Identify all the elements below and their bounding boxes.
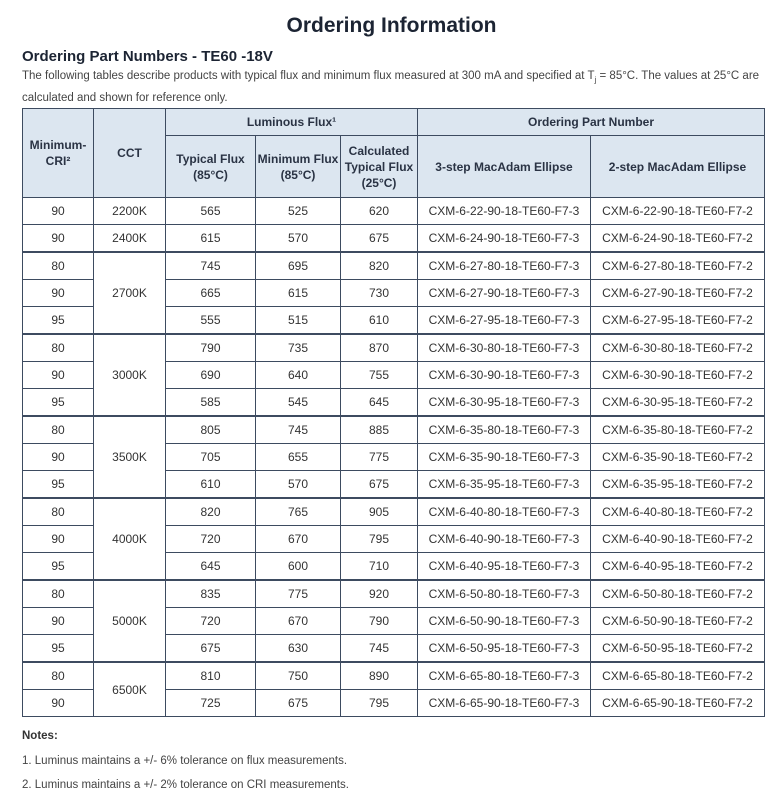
cell-cri: 90: [23, 690, 94, 717]
cell-part-3-step: CXM-6-50-80-18-TE60-F7-3: [418, 580, 591, 608]
cell-minimum-flux: 675: [256, 690, 341, 717]
header-ordering-part-number: Ordering Part Number: [418, 109, 765, 136]
cell-calculated-flux: 820: [341, 252, 418, 280]
cell-part-2-step: CXM-6-65-90-18-TE60-F7-2: [591, 690, 765, 717]
table-row: [23, 498, 765, 526]
cell-part-2-step: CXM-6-35-80-18-TE60-F7-2: [591, 416, 765, 444]
cell-part-3-step: CXM-6-30-90-18-TE60-F7-3: [418, 362, 591, 389]
cell-part-3-step: CXM-6-40-90-18-TE60-F7-3: [418, 526, 591, 553]
cell-cri: 80: [23, 252, 94, 280]
cell-part-3-step: CXM-6-27-95-18-TE60-F7-3: [418, 307, 591, 335]
table-body: [23, 198, 765, 717]
cell-cri: 80: [23, 662, 94, 690]
cell-minimum-flux: 735: [256, 334, 341, 362]
cell-typical-flux: 790: [166, 334, 256, 362]
cell-part-3-step: CXM-6-65-90-18-TE60-F7-3: [418, 690, 591, 717]
cell-calculated-flux: 745: [341, 635, 418, 663]
cell-minimum-flux: 600: [256, 553, 341, 581]
cell-cri: 90: [23, 198, 94, 225]
header-minimum-flux: Minimum Flux (85°C): [256, 136, 341, 198]
cell-calculated-flux: 795: [341, 690, 418, 717]
cell-typical-flux: 805: [166, 416, 256, 444]
cell-calculated-flux: 620: [341, 198, 418, 225]
cell-typical-flux: 745: [166, 252, 256, 280]
cell-part-2-step: CXM-6-30-90-18-TE60-F7-2: [591, 362, 765, 389]
cell-part-3-step: CXM-6-30-95-18-TE60-F7-3: [418, 389, 591, 417]
cell-cct: 2200K: [94, 198, 166, 225]
notes-title: Notes:: [22, 730, 58, 742]
cell-part-2-step: CXM-6-40-80-18-TE60-F7-2: [591, 498, 765, 526]
cell-cct: 3500K: [94, 416, 166, 498]
cell-minimum-flux: 655: [256, 444, 341, 471]
cell-minimum-flux: 615: [256, 280, 341, 307]
cell-typical-flux: 720: [166, 526, 256, 553]
cell-cri: 95: [23, 635, 94, 663]
cell-minimum-flux: 545: [256, 389, 341, 417]
cell-typical-flux: 555: [166, 307, 256, 335]
cell-calculated-flux: 710: [341, 553, 418, 581]
table-row: [23, 334, 765, 362]
cell-minimum-flux: 695: [256, 252, 341, 280]
cell-calculated-flux: 675: [341, 225, 418, 253]
description-subscript: j: [594, 75, 597, 85]
cell-part-2-step: CXM-6-27-80-18-TE60-F7-2: [591, 252, 765, 280]
ordering-table: [22, 108, 765, 717]
cell-part-2-step: CXM-6-35-90-18-TE60-F7-2: [591, 444, 765, 471]
description-text: The following tables describe products with typical flux and minimum flux measured at 300 mA and specified at T: [22, 70, 595, 82]
cell-calculated-flux: 885: [341, 416, 418, 444]
cell-minimum-flux: 640: [256, 362, 341, 389]
cell-part-2-step: CXM-6-22-90-18-TE60-F7-2: [591, 198, 765, 225]
cell-calculated-flux: 870: [341, 334, 418, 362]
cell-minimum-flux: 525: [256, 198, 341, 225]
cell-minimum-flux: 775: [256, 580, 341, 608]
cell-calculated-flux: 755: [341, 362, 418, 389]
cell-cri: 95: [23, 471, 94, 499]
cell-typical-flux: 835: [166, 580, 256, 608]
cell-minimum-flux: 745: [256, 416, 341, 444]
cell-cct: 5000K: [94, 580, 166, 662]
cell-minimum-flux: 670: [256, 526, 341, 553]
cell-minimum-flux: 515: [256, 307, 341, 335]
cell-part-3-step: CXM-6-35-80-18-TE60-F7-3: [418, 416, 591, 444]
page-title: Ordering Information: [286, 14, 497, 37]
cell-typical-flux: 565: [166, 198, 256, 225]
cell-part-3-step: CXM-6-65-80-18-TE60-F7-3: [418, 662, 591, 690]
cell-typical-flux: 675: [166, 635, 256, 663]
cell-typical-flux: 665: [166, 280, 256, 307]
cell-part-3-step: CXM-6-40-80-18-TE60-F7-3: [418, 498, 591, 526]
cell-part-3-step: CXM-6-30-80-18-TE60-F7-3: [418, 334, 591, 362]
header-cri: Minimum-CRI²: [23, 109, 94, 198]
cell-cri: 80: [23, 498, 94, 526]
cell-part-3-step: CXM-6-50-90-18-TE60-F7-3: [418, 608, 591, 635]
cell-typical-flux: 690: [166, 362, 256, 389]
cell-cri: 95: [23, 553, 94, 581]
cell-part-2-step: CXM-6-35-95-18-TE60-F7-2: [591, 471, 765, 499]
cell-typical-flux: 720: [166, 608, 256, 635]
cell-cri: 95: [23, 389, 94, 417]
cell-minimum-flux: 765: [256, 498, 341, 526]
table-row: [23, 580, 765, 608]
cell-cct: 4000K: [94, 498, 166, 580]
table-row: [23, 252, 765, 280]
cell-part-3-step: CXM-6-27-80-18-TE60-F7-3: [418, 252, 591, 280]
cell-typical-flux: 820: [166, 498, 256, 526]
cell-typical-flux: 585: [166, 389, 256, 417]
cell-part-3-step: CXM-6-22-90-18-TE60-F7-3: [418, 198, 591, 225]
table-row: [23, 416, 765, 444]
cell-part-2-step: CXM-6-24-90-18-TE60-F7-2: [591, 225, 765, 253]
cell-cri: 95: [23, 307, 94, 335]
cell-calculated-flux: 675: [341, 471, 418, 499]
cell-minimum-flux: 630: [256, 635, 341, 663]
note-item: 2. Luminus maintains a +/- 2% tolerance on CRI measurements.: [22, 779, 349, 791]
cell-typical-flux: 615: [166, 225, 256, 253]
cell-typical-flux: 610: [166, 471, 256, 499]
cell-calculated-flux: 610: [341, 307, 418, 335]
cell-calculated-flux: 920: [341, 580, 418, 608]
cell-cri: 90: [23, 225, 94, 253]
cell-typical-flux: 725: [166, 690, 256, 717]
cell-cri: 80: [23, 416, 94, 444]
cell-part-2-step: CXM-6-65-80-18-TE60-F7-2: [591, 662, 765, 690]
cell-part-3-step: CXM-6-35-90-18-TE60-F7-3: [418, 444, 591, 471]
header-typical-flux: Typical Flux (85°C): [166, 136, 256, 198]
cell-part-2-step: CXM-6-40-95-18-TE60-F7-2: [591, 553, 765, 581]
cell-part-2-step: CXM-6-50-95-18-TE60-F7-2: [591, 635, 765, 663]
cell-cri: 80: [23, 334, 94, 362]
cell-calculated-flux: 775: [341, 444, 418, 471]
cell-part-2-step: CXM-6-27-95-18-TE60-F7-2: [591, 307, 765, 335]
cell-typical-flux: 645: [166, 553, 256, 581]
cell-cri: 90: [23, 444, 94, 471]
cell-minimum-flux: 570: [256, 471, 341, 499]
cell-minimum-flux: 670: [256, 608, 341, 635]
cell-typical-flux: 705: [166, 444, 256, 471]
cell-cct: 2700K: [94, 252, 166, 334]
cell-part-2-step: CXM-6-40-90-18-TE60-F7-2: [591, 526, 765, 553]
header-3-step: 3-step MacAdam Ellipse: [418, 136, 591, 198]
cell-part-2-step: CXM-6-30-80-18-TE60-F7-2: [591, 334, 765, 362]
cell-cri: 90: [23, 362, 94, 389]
cell-cct: 6500K: [94, 662, 166, 717]
header-calculated-flux: Calculated Typical Flux (25°C): [341, 136, 418, 198]
description-text-end: = 85°C. The values at 25°C are calculated and shown for reference only.: [22, 70, 760, 105]
cell-minimum-flux: 570: [256, 225, 341, 253]
cell-part-3-step: CXM-6-35-95-18-TE60-F7-3: [418, 471, 591, 499]
header-luminous-flux: Luminous Flux¹: [166, 109, 418, 136]
cell-typical-flux: 810: [166, 662, 256, 690]
note-item: 1. Luminus maintains a +/- 6% tolerance on flux measurements.: [22, 755, 348, 767]
cell-cct: 2400K: [94, 225, 166, 253]
header-2-step: 2-step MacAdam Ellipse: [591, 136, 765, 198]
header-cct: CCT: [94, 109, 166, 198]
cell-calculated-flux: 730: [341, 280, 418, 307]
cell-cct: 3000K: [94, 334, 166, 416]
cell-part-3-step: CXM-6-40-95-18-TE60-F7-3: [418, 553, 591, 581]
cell-part-3-step: CXM-6-27-90-18-TE60-F7-3: [418, 280, 591, 307]
section-title: Ordering Part Numbers - TE60 -18V: [22, 48, 273, 65]
cell-calculated-flux: 795: [341, 526, 418, 553]
cell-calculated-flux: 905: [341, 498, 418, 526]
table-row: [23, 225, 765, 253]
cell-calculated-flux: 890: [341, 662, 418, 690]
notes: [22, 730, 349, 803]
cell-part-2-step: CXM-6-50-90-18-TE60-F7-2: [591, 608, 765, 635]
cell-calculated-flux: 790: [341, 608, 418, 635]
description: [22, 67, 772, 108]
cell-cri: 80: [23, 580, 94, 608]
cell-calculated-flux: 645: [341, 389, 418, 417]
cell-part-2-step: CXM-6-50-80-18-TE60-F7-2: [591, 580, 765, 608]
cell-part-2-step: CXM-6-27-90-18-TE60-F7-2: [591, 280, 765, 307]
cell-cri: 90: [23, 280, 94, 307]
cell-part-3-step: CXM-6-50-95-18-TE60-F7-3: [418, 635, 591, 663]
table-row: [23, 198, 765, 225]
cell-cri: 90: [23, 608, 94, 635]
table-row: [23, 662, 765, 690]
cell-minimum-flux: 750: [256, 662, 341, 690]
cell-cri: 90: [23, 526, 94, 553]
cell-part-3-step: CXM-6-24-90-18-TE60-F7-3: [418, 225, 591, 253]
cell-part-2-step: CXM-6-30-95-18-TE60-F7-2: [591, 389, 765, 417]
